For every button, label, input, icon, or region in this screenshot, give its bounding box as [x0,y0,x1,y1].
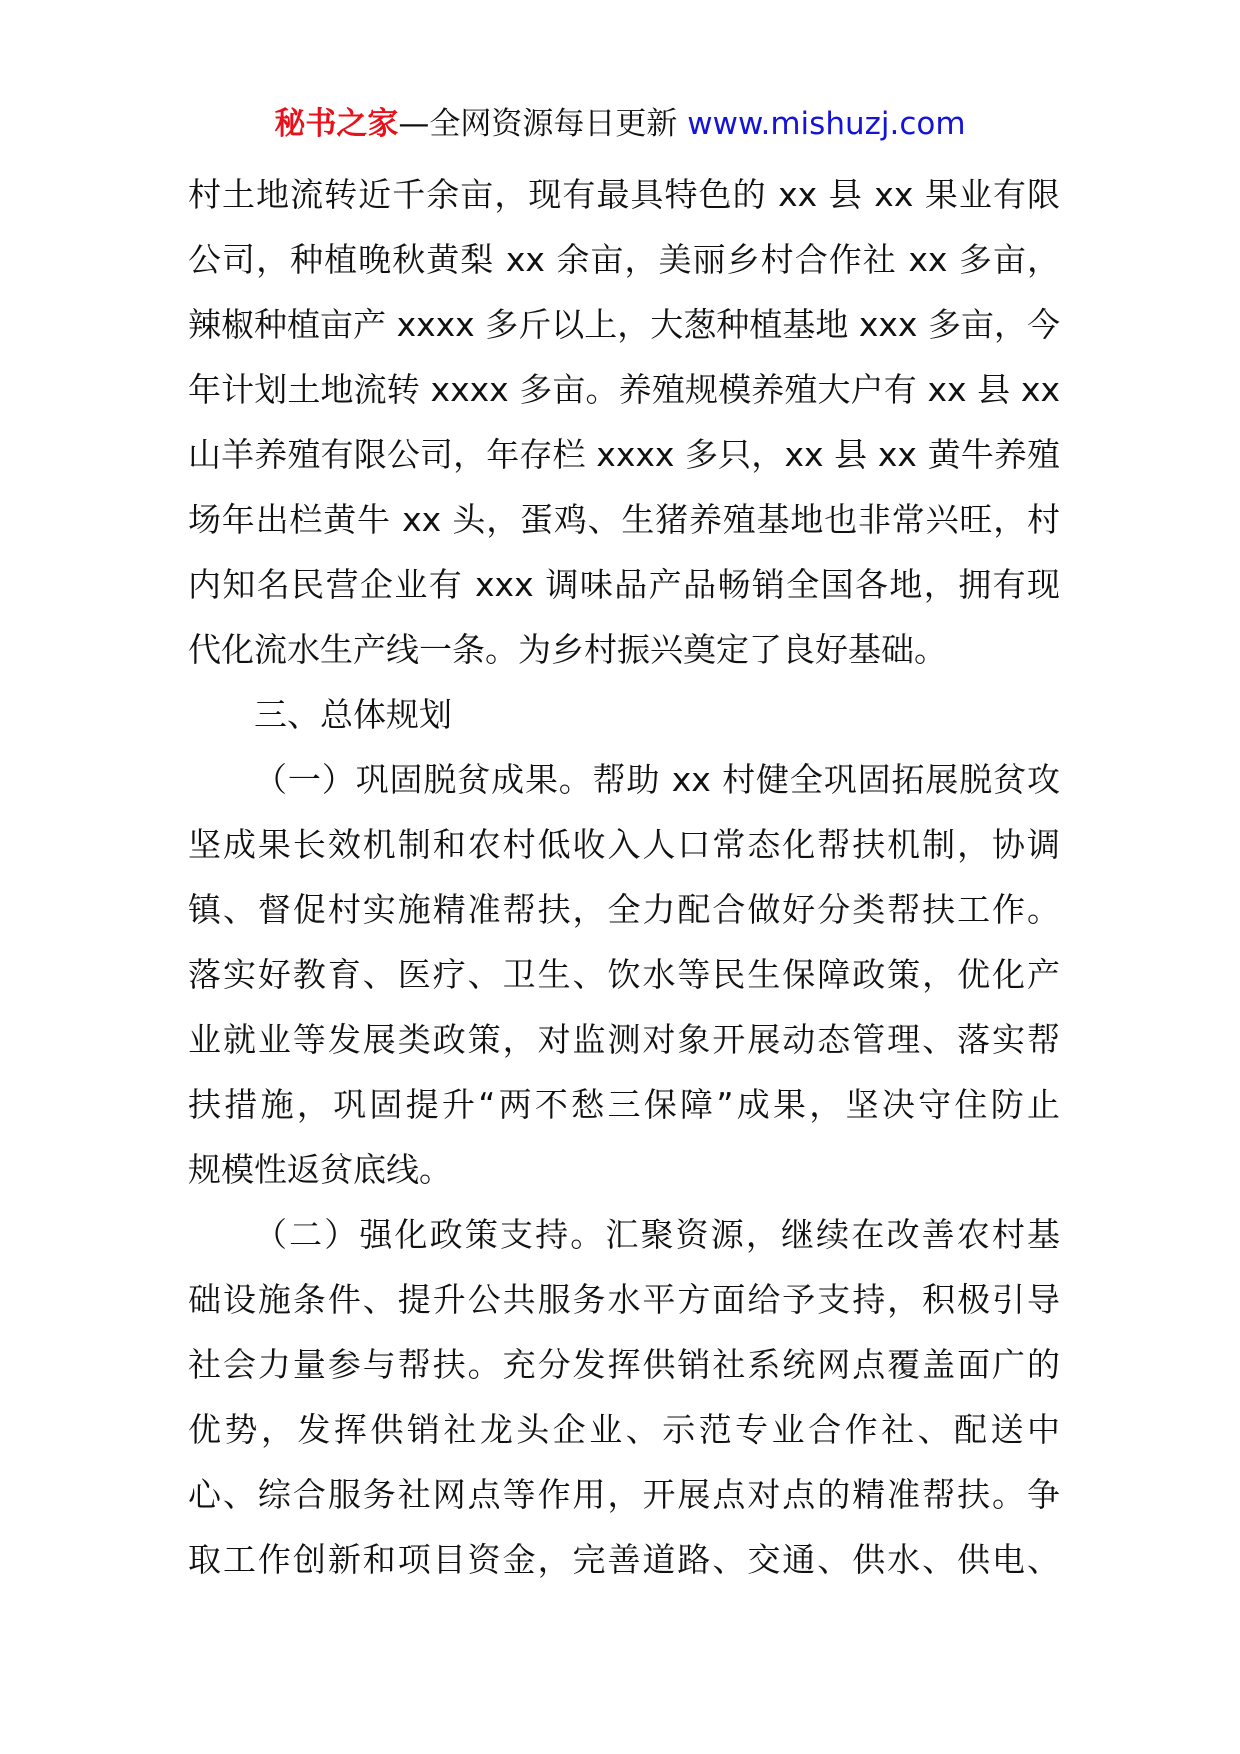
site-url[interactable]: www.mishuzj.com [687,106,966,142]
text-line: 公司，种植晚秋黄梨 xx 余亩，美丽乡村合作社 xx 多亩， [188,240,1060,279]
text-line: 础设施条件、提升公共服务水平方面给予支持，积极引导 [188,1280,1060,1319]
text-line: 村土地流转近千余亩，现有最具特色的 xx 县 xx 果业有限 [188,175,1060,214]
text-line: 规模性返贫底线。 [188,1150,452,1189]
text-line: 内知名民营企业有 xxx 调味品产品畅销全国各地，拥有现 [188,565,1060,604]
header-tagline: —全网资源每日更新 [398,106,678,142]
text-line: （二）强化政策支持。汇聚资源，继续在改善农村基 [254,1215,1060,1254]
text-line: 场年出栏黄牛 xx 头，蛋鸡、生猪养殖基地也非常兴旺，村 [188,500,1060,539]
page-header [0,102,1240,146]
text-line: 业就业等发展类政策，对监测对象开展动态管理、落实帮 [188,1020,1060,1059]
text-line: 镇、督促村实施精准帮扶，全力配合做好分类帮扶工作。 [188,890,1060,929]
text-line: 优势，发挥供销社龙头企业、示范专业合作社、配送中 [188,1410,1060,1449]
text-line: 代化流水生产线一条。为乡村振兴奠定了良好基础。 [188,630,947,669]
text-line: 社会力量参与帮扶。充分发挥供销社系统网点覆盖面广的 [188,1345,1060,1384]
text-line: 三、总体规划 [254,695,452,734]
text-line: （一）巩固脱贫成果。帮助 xx 村健全巩固拓展脱贫攻 [254,760,1060,799]
document-body [188,162,1060,1592]
text-line: 山羊养殖有限公司，年存栏 xxxx 多只，xx 县 xx 黄牛养殖 [188,435,1060,474]
text-line: 辣椒种植亩产 xxxx 多斤以上，大葱种植基地 xxx 多亩，今 [188,305,1060,344]
text-line: 落实好教育、医疗、卫生、饮水等民生保障政策，优化产 [188,955,1060,994]
text-line: 坚成果长效机制和农村低收入人口常态化帮扶机制，协调 [188,825,1060,864]
brand-name: 秘书之家 [274,106,399,142]
text-line: 年计划土地流转 xxxx 多亩。养殖规模养殖大户有 xx 县 xx [188,370,1060,409]
text-line: 取工作创新和项目资金，完善道路、交通、供水、供电、 [188,1540,1060,1579]
text-line: 心、综合服务社网点等作用，开展点对点的精准帮扶。争 [188,1475,1060,1514]
text-line: 扶措施，巩固提升“两不愁三保障”成果，坚决守住防止 [188,1085,1060,1124]
